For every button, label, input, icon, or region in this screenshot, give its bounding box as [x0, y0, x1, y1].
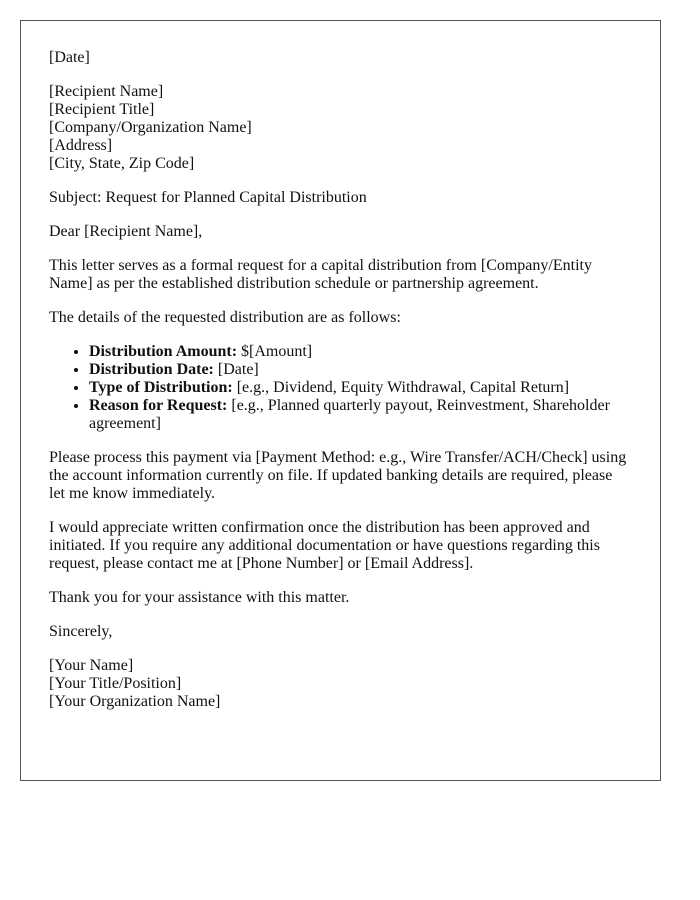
recipient-title: [Recipient Title] [49, 101, 155, 118]
recipient-address: [Address] [49, 137, 113, 154]
recipient-name: [Recipient Name] [49, 83, 164, 100]
subject: Subject: Request for Planned Capital Distribution [49, 189, 367, 206]
date: [Date] [49, 49, 90, 66]
detail-value: [e.g., Planned quarterly payout, Reinvestment, Shareholder agreement] [89, 397, 610, 432]
sender-title: [Your Title/Position] [49, 675, 182, 692]
detail-label: Type of Distribution: [89, 379, 233, 396]
details-intro: The details of the requested distribution are as follows: [49, 309, 401, 326]
recipient-company: [Company/Organization Name] [49, 119, 252, 136]
confirmation-paragraph: I would appreciate written confirmation once the distribution has been approved and initiated. If you require any additional documentation or have questions regarding this request, please contact me at [Phone Number] or [Email Address]. [49, 519, 600, 572]
sender-org: [Your Organization Name] [49, 693, 221, 710]
detail-label: Reason for Request: [89, 397, 228, 414]
detail-value: [Date] [213, 361, 259, 378]
detail-item [89, 397, 632, 433]
recipient-city: [City, State, Zip Code] [49, 155, 195, 172]
details-list [49, 343, 632, 433]
closing: Sincerely, [49, 623, 113, 640]
letter [20, 20, 661, 781]
detail-label: Distribution Date: [89, 361, 214, 378]
recipient-block [49, 83, 632, 173]
thanks-paragraph: Thank you for your assistance with this matter. [49, 589, 350, 606]
detail-value: $[Amount] [237, 343, 313, 360]
intro-paragraph: This letter serves as a formal request for a capital distribution from [Company/Entity Name] as per the established distribution schedule or partnership agreement. [49, 257, 592, 292]
detail-item [89, 361, 632, 379]
sender-name: [Your Name] [49, 657, 134, 674]
salutation: Dear [Recipient Name], [49, 223, 203, 240]
detail-value: [e.g., Dividend, Equity Withdrawal, Capital Return] [232, 379, 570, 396]
payment-paragraph: Please process this payment via [Payment Method: e.g., Wire Transfer/ACH/Check] using the account information currently on file. If updated banking details are required, please let me know immediately. [49, 449, 627, 502]
detail-item [89, 379, 632, 397]
detail-label: Distribution Amount: [89, 343, 238, 360]
sender-block [49, 657, 632, 711]
detail-item [89, 343, 632, 361]
